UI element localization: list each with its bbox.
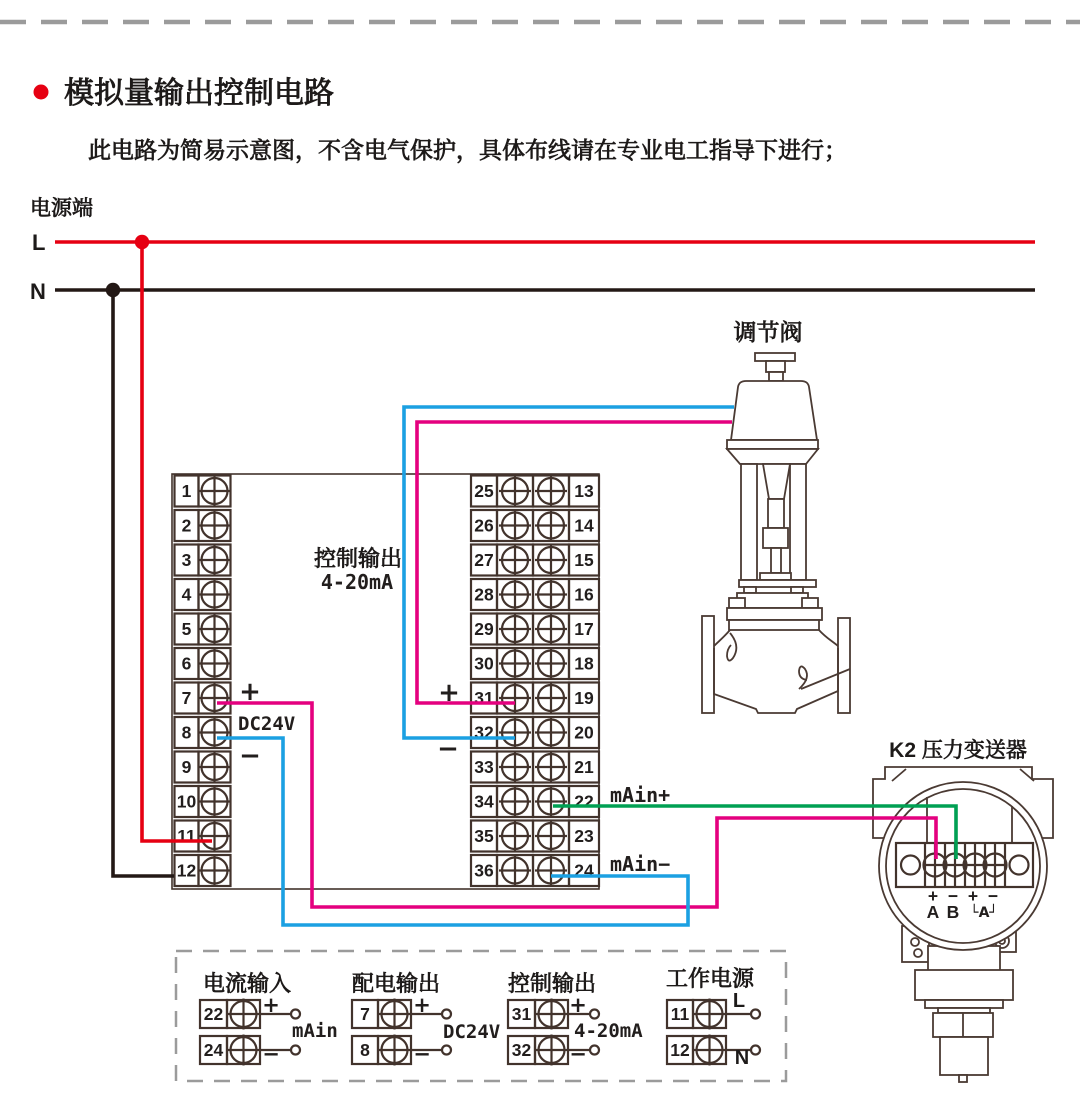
page-title: 模拟量输出控制电路 (64, 77, 334, 110)
live-label: L (32, 230, 46, 255)
control-output-range: 4-20mA (320, 570, 394, 594)
legend-terminal-number: 24 (203, 1040, 224, 1060)
terminal-number: 31 (474, 688, 494, 708)
terminal-number: 13 (574, 481, 594, 501)
minus-sign: − (437, 734, 459, 764)
terminal-number: 30 (474, 653, 494, 674)
legend-terminal-number: 32 (511, 1040, 532, 1060)
legend-group-title: 配电输出 (352, 971, 441, 996)
legend-terminal-number: 12 (670, 1040, 690, 1060)
terminal-number: 5 (181, 619, 192, 639)
legend-sign: + (413, 993, 431, 1017)
bullet-icon (34, 85, 49, 100)
terminal-number: 1 (181, 481, 192, 501)
terminal-number: 28 (474, 584, 494, 605)
terminal-number: 29 (474, 619, 494, 639)
legend-sign: N (734, 1047, 750, 1069)
terminal-number: 4 (181, 584, 192, 605)
terminal-number: 7 (181, 688, 192, 708)
terminal-number: 32 (474, 722, 494, 743)
terminal-number: 26 (474, 515, 494, 536)
legend-group-title: 电流输入 (203, 971, 292, 996)
terminal-number: 15 (574, 550, 594, 570)
terminal-number: 24 (574, 860, 594, 881)
terminal-number: 2 (181, 515, 192, 536)
legend-sign: − (569, 1042, 587, 1066)
page-subtitle: 此电路为简易示意图，不含电气保护，具体布线请在专业电工指导下进行； (88, 137, 847, 163)
terminal-number: 8 (181, 722, 192, 743)
legend-group-title: 控制输出 (508, 971, 597, 996)
terminal-number: 21 (574, 757, 594, 777)
terminal-port: └A┘ (970, 905, 998, 921)
terminal-number: 11 (177, 826, 196, 846)
legend-side-label: 4-20mA (574, 1020, 643, 1042)
terminal-port: B (946, 902, 960, 922)
legend-side-label: mAin (292, 1020, 338, 1042)
terminal-port: A (926, 902, 940, 922)
legend-sign: − (262, 1042, 280, 1066)
terminal-number: 23 (574, 826, 594, 846)
legend-terminal-number: 7 (360, 1004, 370, 1024)
terminal-number: 35 (474, 826, 494, 846)
legend-terminal-number: 31 (511, 1004, 532, 1024)
legend-sign: + (262, 993, 280, 1017)
terminal-sign: − (987, 886, 999, 906)
terminal-number: 3 (181, 550, 192, 570)
terminal-number: 20 (574, 722, 594, 743)
transmitter-label: K2 压力变送器 (889, 739, 1027, 762)
terminal-number: 16 (574, 584, 594, 605)
live-junction-dot (135, 235, 149, 249)
terminal-number: 10 (176, 791, 197, 812)
terminal-number: 34 (474, 791, 494, 812)
terminal-sign: + (967, 886, 979, 906)
plus-sign: + (239, 677, 261, 707)
terminal-number: 17 (574, 619, 594, 639)
terminal-number: 25 (474, 481, 494, 501)
neutral-label: N (30, 279, 46, 304)
plus-sign: + (438, 678, 460, 708)
legend-group-title: 工作电源 (666, 966, 755, 991)
control-output-label: 控制输出 (313, 546, 403, 571)
legend-terminal-number: 8 (360, 1040, 370, 1060)
terminal-number: 14 (574, 515, 594, 536)
terminal-number: 9 (181, 757, 192, 777)
legend-side-label: DC24V (443, 1021, 501, 1043)
power-terminal-label: 电源端 (30, 197, 93, 220)
neutral-junction-dot (106, 283, 120, 297)
terminal-number: 27 (474, 550, 494, 570)
terminal-number: 22 (574, 791, 594, 812)
terminal-number: 36 (474, 860, 494, 881)
terminal-sign: + (927, 886, 939, 906)
valve-label: 调节阀 (733, 319, 803, 345)
legend-terminal-number: 22 (203, 1004, 224, 1024)
terminal-number: 6 (181, 653, 192, 674)
legend-sign: − (413, 1042, 431, 1066)
terminal-number: 33 (474, 757, 494, 777)
main-minus-label: mAin− (610, 852, 671, 876)
legend-sign: + (569, 993, 587, 1017)
terminal-number: 12 (176, 860, 197, 881)
dc24v-label: DC24V (238, 713, 296, 735)
minus-sign: − (239, 741, 261, 771)
terminal-number: 19 (574, 688, 594, 708)
legend-sign: L (732, 990, 746, 1012)
main-plus-label: mAin+ (610, 783, 671, 807)
terminal-number: 18 (574, 653, 594, 674)
legend-terminal-number: 11 (670, 1004, 690, 1024)
terminal-sign: − (947, 886, 959, 906)
